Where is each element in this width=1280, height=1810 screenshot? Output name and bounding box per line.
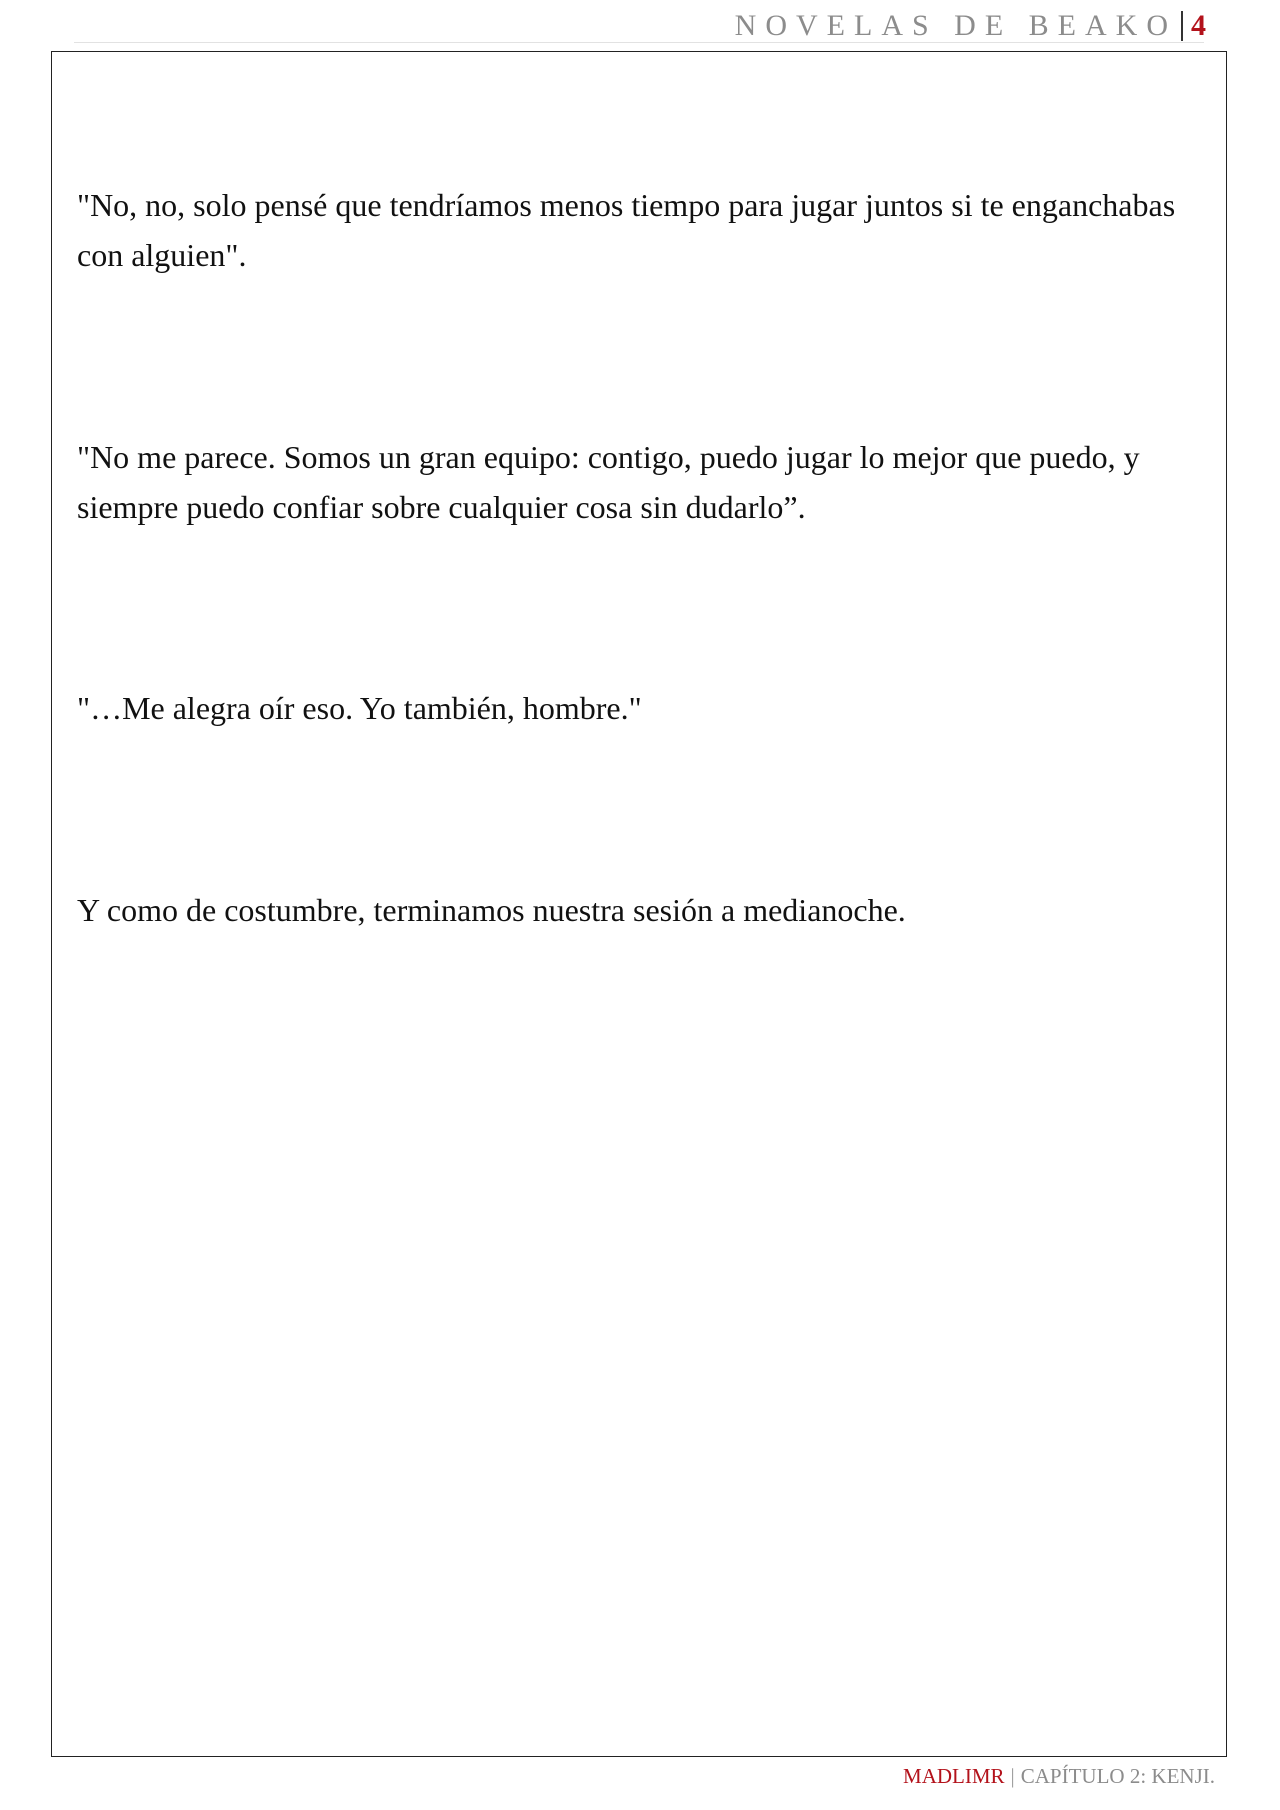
page-header xyxy=(735,6,1206,46)
footer-chapter: CAPÍTULO 2: KENJI. xyxy=(1020,1764,1215,1788)
paragraph-4: Y como de costumbre, terminamos nuestra sesión a medianoche. xyxy=(77,892,906,928)
paragraph-1: "No, no, solo pensé que tendríamos menos tiempo para jugar juntos si te enganchabas con alguien". xyxy=(77,187,1176,273)
page-number: 4 xyxy=(1191,9,1206,42)
paragraph-2: "No me parece. Somos un gran equipo: contigo, puedo jugar lo mejor que puedo, y siempre puedo confiar sobre cualquier cosa sin dudarlo”. xyxy=(77,439,1140,525)
header-divider xyxy=(1181,11,1183,41)
header-rule xyxy=(74,42,1204,43)
page-footer xyxy=(903,1764,1215,1789)
paragraph-3: "…Me alegra oír eso. Yo también, hombre." xyxy=(77,690,642,726)
header-title: NOVELAS DE BEAKO xyxy=(734,9,1177,42)
footer-separator: | xyxy=(1010,1764,1015,1788)
footer-author: MADLIMR xyxy=(903,1764,1005,1788)
